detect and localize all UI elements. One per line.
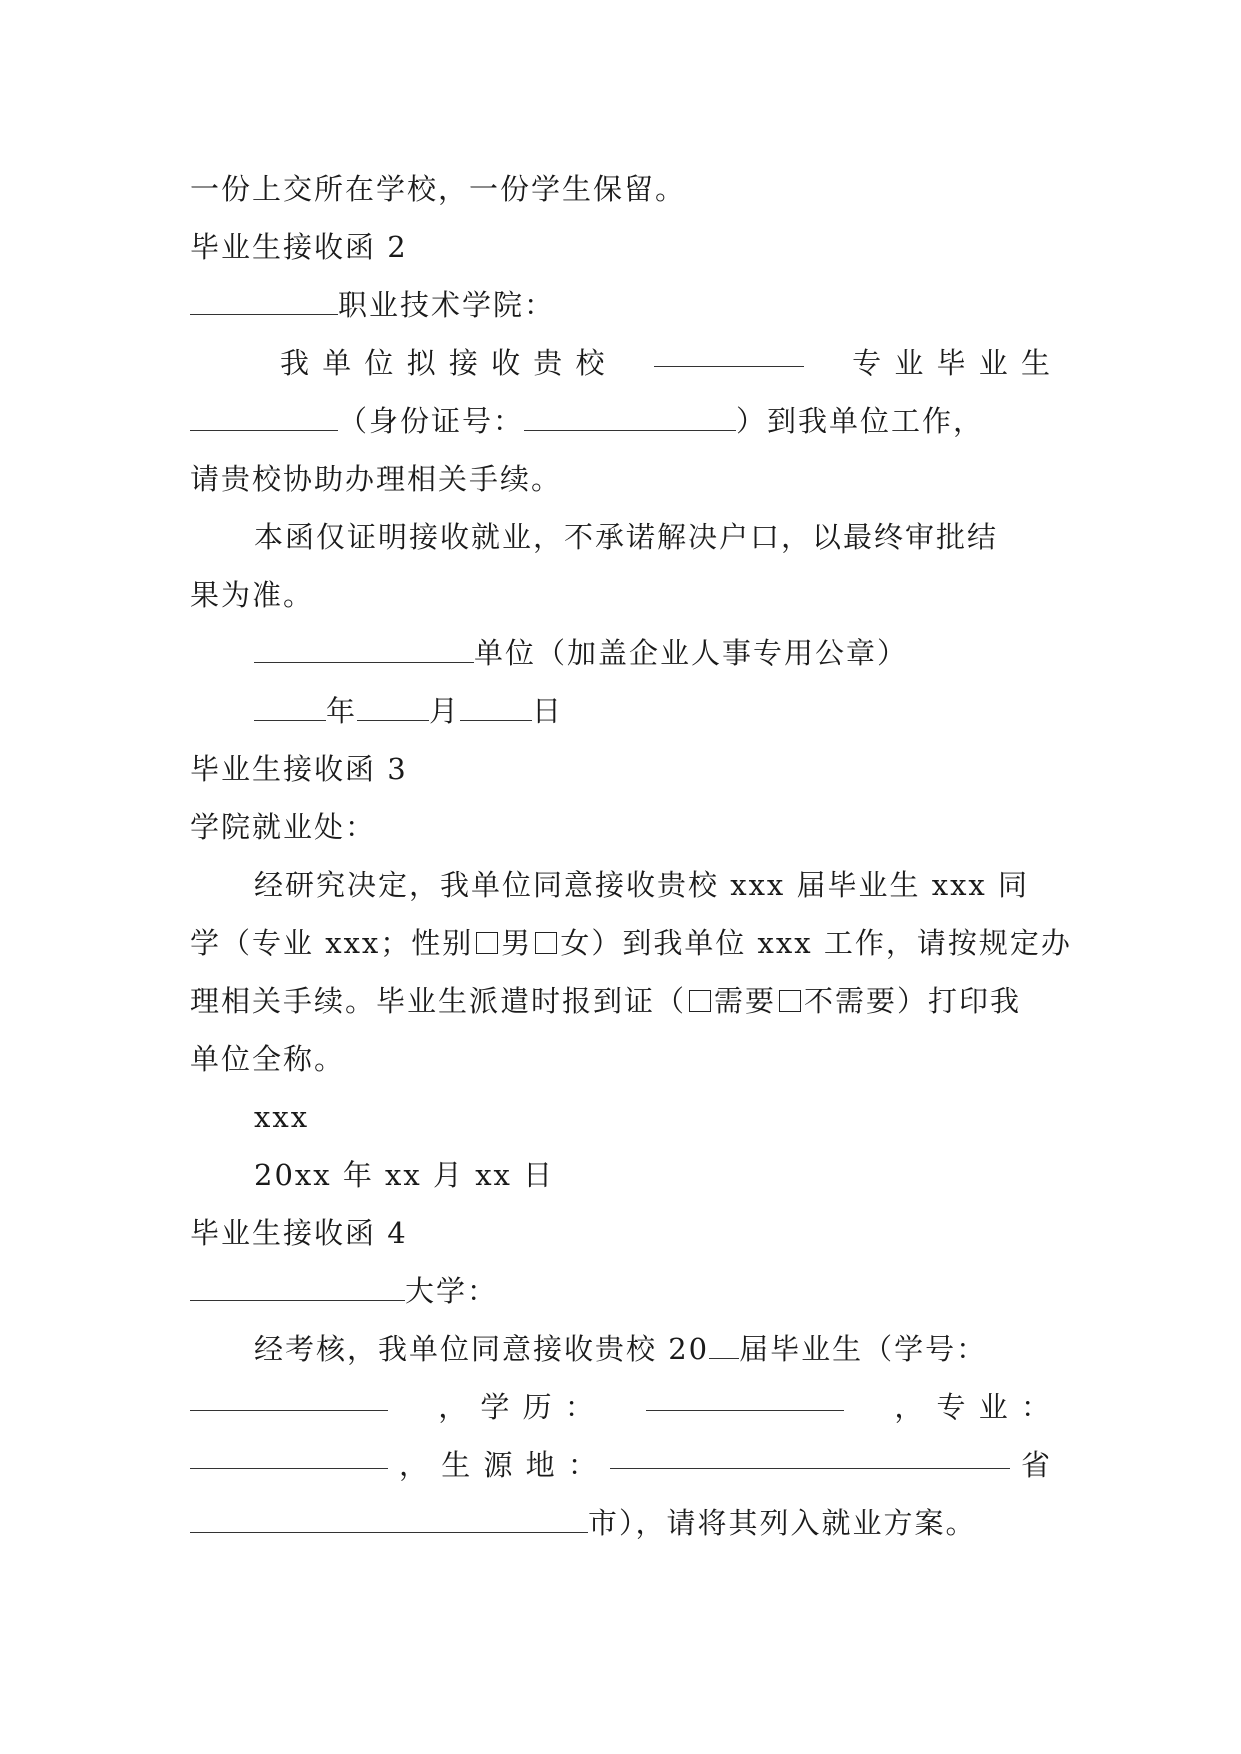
- blank-field: [190, 1500, 588, 1533]
- date-text: 20xx 年 xx 月 xx 日: [254, 1158, 555, 1192]
- signature-text: 单位（加盖企业人事专用公章）: [474, 636, 909, 670]
- salutation-line: [190, 276, 1052, 334]
- text-line: [190, 392, 1052, 450]
- signature-text: xxx: [254, 1100, 310, 1134]
- paragraph-text: 不需要）打印我: [804, 984, 1022, 1018]
- paragraph-text: 市），请将其列入就业方案。: [588, 1506, 977, 1540]
- section-heading-3: [190, 740, 1052, 798]
- paragraph-text: 男: [501, 926, 533, 960]
- paragraph-text: 单位全称。: [190, 1042, 346, 1076]
- blank-field: [709, 1326, 739, 1359]
- blank-field: [190, 282, 338, 315]
- paragraph-text: 需要: [714, 984, 777, 1018]
- blank-field: [190, 1378, 388, 1411]
- text-line: [190, 334, 1052, 392]
- checkbox-icon: [476, 932, 498, 954]
- text-line: [190, 1436, 1052, 1494]
- blank-field: [190, 1268, 405, 1301]
- paragraph-text: 果为准。: [190, 578, 315, 612]
- blank-field: [254, 688, 326, 721]
- text-line: [190, 160, 1052, 218]
- signature-line: [190, 1088, 1052, 1146]
- paragraph-text: ）到我单位工作，: [736, 404, 985, 438]
- blank-field: [524, 398, 736, 431]
- text-line: [190, 914, 1072, 972]
- section-heading-2: [190, 218, 1052, 276]
- document-page: [190, 160, 1072, 1552]
- paragraph-text: 我 单 位 拟 接 收 贵 校: [280, 346, 607, 380]
- text-line: [190, 1494, 1052, 1552]
- paragraph-text: 专 业 毕 业 生: [852, 346, 1052, 380]
- paragraph-text: ， 专 业 ：: [894, 1390, 1052, 1424]
- blank-field: [357, 688, 429, 721]
- blank-field: [190, 398, 338, 431]
- blank-field: [190, 1436, 388, 1469]
- section-heading-4: [190, 1204, 1052, 1262]
- blank-field: [460, 688, 532, 721]
- salutation-text: 职业技术学院：: [338, 288, 556, 322]
- paragraph-text: ， 生 源 地 ：: [399, 1448, 599, 1482]
- paragraph-text: 届毕业生（学号：: [739, 1332, 988, 1366]
- text-line: [190, 972, 1052, 1030]
- text-line: [190, 1320, 1052, 1378]
- text-line: [190, 508, 1052, 566]
- salutation-line: [190, 798, 1052, 856]
- blank-field: [646, 1378, 844, 1411]
- paragraph-text: 省: [1020, 1448, 1052, 1482]
- heading-text: 毕业生接收函 4: [190, 1216, 408, 1250]
- paragraph-text: ， 学 历 ：: [438, 1390, 596, 1424]
- date-line: [190, 1146, 1052, 1204]
- checkbox-icon: [779, 990, 801, 1012]
- text-line: [190, 566, 1052, 624]
- salutation-text: 学院就业处：: [190, 810, 377, 844]
- paragraph-text: 理相关手续。毕业生派遣时报到证（: [190, 984, 687, 1018]
- date-text: 年: [326, 694, 358, 728]
- text-line: [190, 1030, 1052, 1088]
- blank-field: [254, 630, 474, 663]
- paragraph-text: 请贵校协助办理相关手续。: [190, 462, 563, 496]
- text-line: [190, 1378, 1052, 1436]
- blank-field: [610, 1436, 1010, 1469]
- signature-line: [190, 624, 1052, 682]
- checkbox-icon: [535, 932, 557, 954]
- text-line: [190, 450, 1052, 508]
- blank-field: [654, 334, 804, 367]
- paragraph-text: 经考核，我单位同意接收贵校 20: [254, 1332, 710, 1366]
- date-text: 日: [532, 694, 564, 728]
- paragraph-text: 女）到我单位 xxx 工作，请按规定办: [560, 926, 1072, 960]
- salutation-text: 大学：: [405, 1274, 499, 1308]
- heading-text: 毕业生接收函 3: [190, 752, 408, 786]
- checkbox-icon: [689, 990, 711, 1012]
- heading-text: 毕业生接收函 2: [190, 230, 408, 264]
- paragraph-text: 经研究决定，我单位同意接收贵校 xxx 届毕业生 xxx 同: [254, 868, 1030, 902]
- text-line: [190, 856, 1052, 914]
- paragraph-text: 学（专业 xxx；性别: [190, 926, 474, 960]
- date-text: 月: [429, 694, 461, 728]
- paragraph-text: 本函仅证明接收就业，不承诺解决户口，以最终审批结: [254, 520, 999, 554]
- paragraph-text: 一份上交所在学校，一份学生保留。: [190, 172, 687, 206]
- date-line: [190, 682, 1052, 740]
- salutation-line: [190, 1262, 1052, 1320]
- paragraph-text: （身份证号：: [338, 404, 525, 438]
